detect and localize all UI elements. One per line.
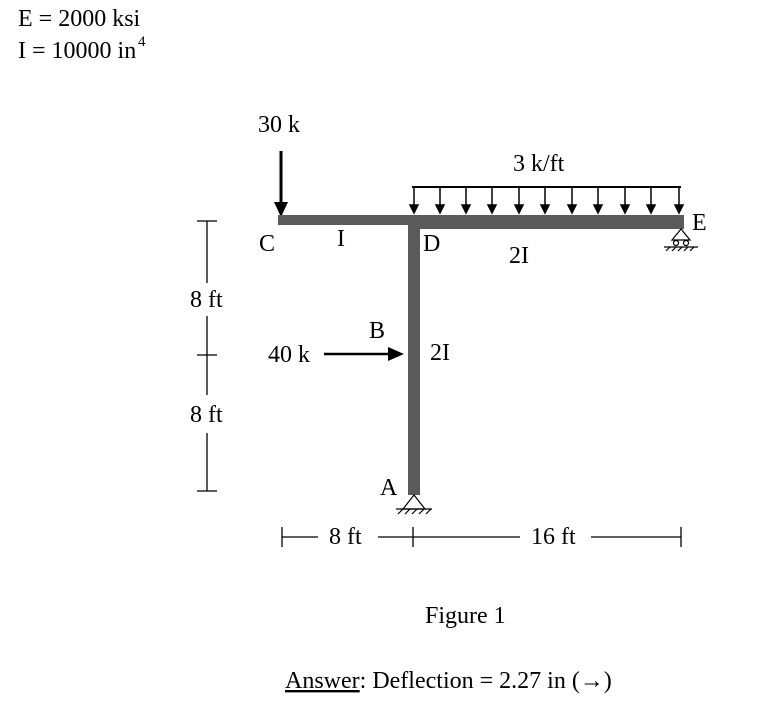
vertical-dimension [197, 221, 217, 491]
point-c-label: C [259, 231, 276, 257]
modulus-label: E = 2000 ksi [18, 6, 141, 32]
distributed-load-label: 3 k/ft [513, 151, 565, 177]
column-ad [408, 215, 420, 495]
horizontal-load-arrow [324, 347, 404, 361]
beam-de [410, 215, 684, 229]
answer-label: Answer [285, 668, 360, 694]
horizontal-dim-right: 16 ft [531, 524, 576, 550]
horizontal-dim-left: 8 ft [329, 524, 362, 550]
pin-support-a [396, 495, 432, 514]
figure-caption: Figure 1 [425, 603, 506, 629]
inertia-exponent: 4 [138, 34, 146, 50]
member-cd-label: I [337, 226, 345, 252]
member-de-label: 2I [509, 243, 529, 269]
member-ad-label: 2I [430, 340, 450, 366]
point-e-label: E [692, 210, 707, 236]
inertia-label: I = 10000 in [18, 38, 137, 64]
vertical-dim-lower: 8 ft [190, 402, 223, 428]
distributed-load-arrows [410, 187, 683, 213]
beam-cd [278, 215, 414, 225]
point-load-arrow [274, 151, 288, 217]
answer-text: : Deflection = 2.27 in (→) [359, 668, 612, 694]
point-a-label: A [380, 475, 398, 501]
vertical-dim-upper: 8 ft [190, 287, 223, 313]
answer-line [285, 668, 612, 694]
point-d-label: D [423, 231, 441, 257]
point-b-label: B [369, 318, 386, 344]
horizontal-load-label: 40 k [268, 342, 310, 368]
point-load-label: 30 k [258, 112, 300, 138]
